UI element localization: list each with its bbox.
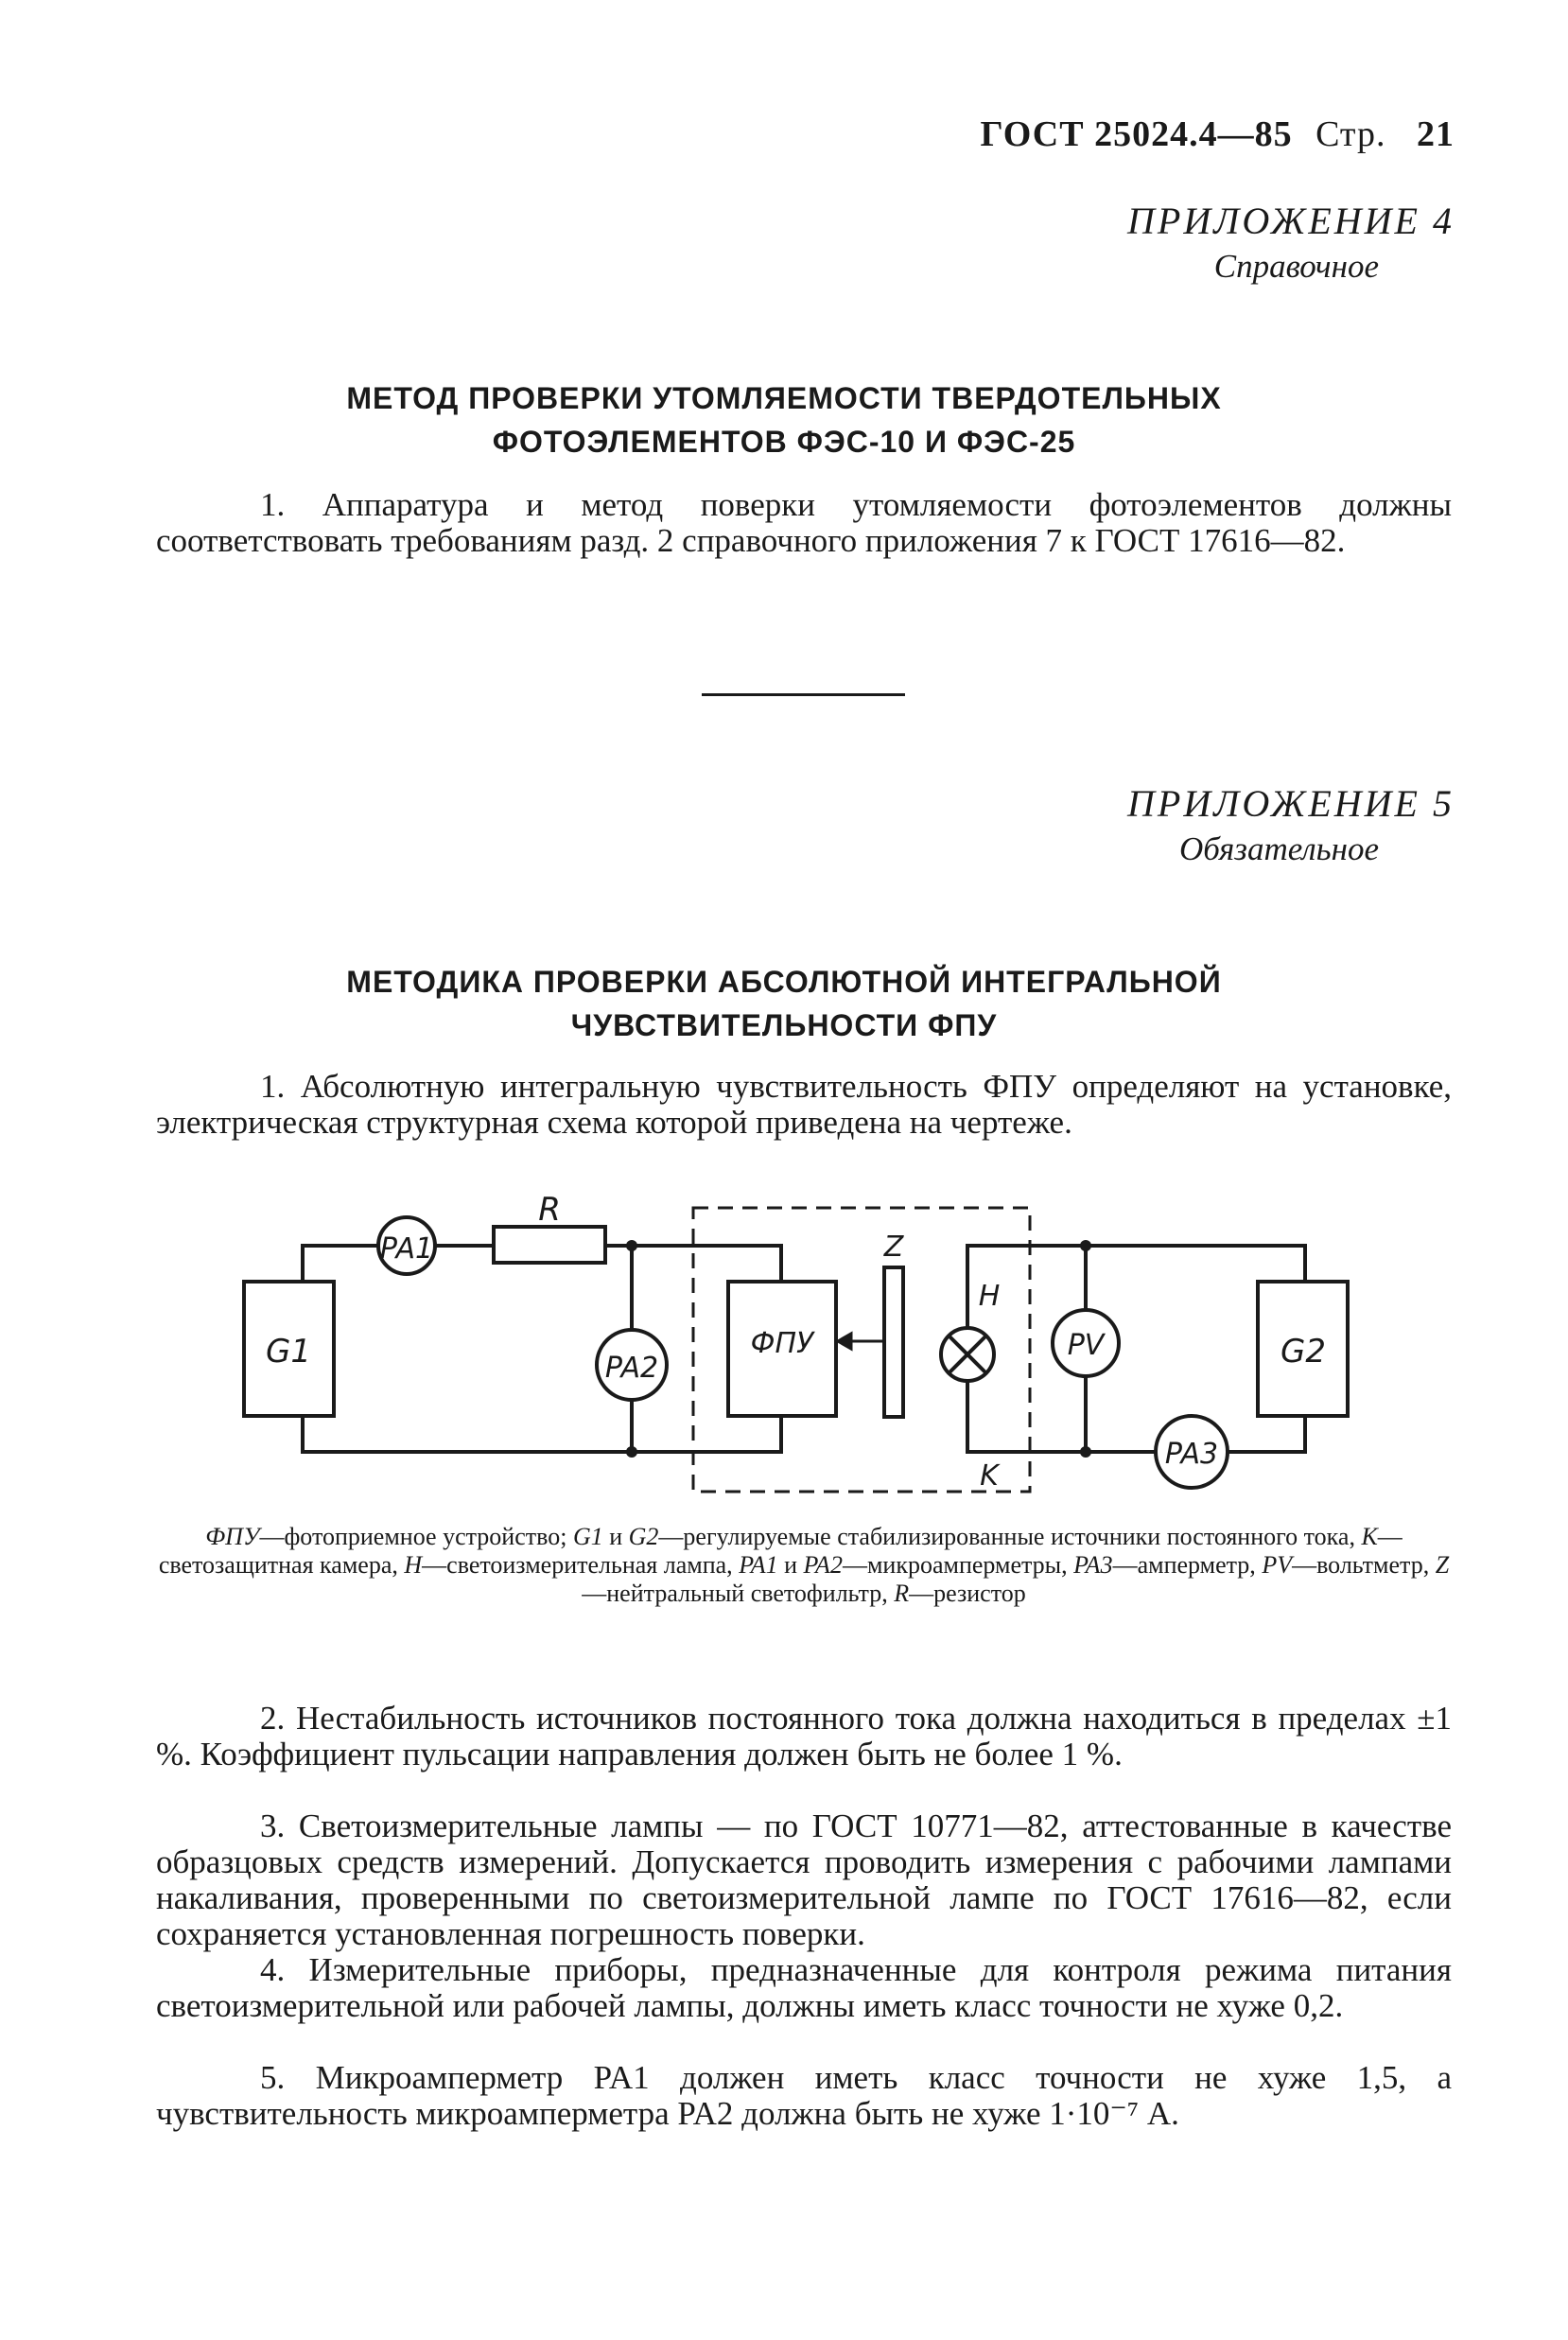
wire-pa3-g2 bbox=[1228, 1416, 1305, 1452]
appendix4-heading-line1: МЕТОД ПРОВЕРКИ УТОМЛЯЕМОСТИ ТВЕРДОТЕЛЬНЫХ bbox=[346, 381, 1222, 415]
k-chamber bbox=[693, 1208, 1030, 1492]
appendix4-title: ПРИЛОЖЕНИЕ 4 bbox=[1127, 200, 1455, 242]
fpu-label: ФПУ bbox=[750, 1327, 814, 1360]
junction-dot bbox=[626, 1240, 637, 1251]
pa2-label: PA2 bbox=[604, 1352, 659, 1385]
appendix5-paragraph-4: 4. Измерительные приборы, предназначенные для контроля режима питания светоизмерительной или рабочей лампы, должны иметь класс точности не хуже 0,2. bbox=[156, 1951, 1452, 2024]
junction-dot bbox=[1080, 1240, 1091, 1251]
appendix5-heading-line1: МЕТОДИКА ПРОВЕРКИ АБСОЛЮТНОЙ ИНТЕГРАЛЬНОЙ bbox=[346, 965, 1222, 999]
page-label: Стр. bbox=[1315, 114, 1386, 154]
appendix5-title: ПРИЛОЖЕНИЕ 5 bbox=[1127, 782, 1455, 825]
r-resistor bbox=[494, 1227, 605, 1263]
legend-term: G2 bbox=[628, 1523, 659, 1550]
diagram-legend bbox=[156, 1523, 1452, 1608]
legend-term: PA1 bbox=[739, 1551, 778, 1579]
appendix5-paragraph-5: 5. Микроамперметр PA1 должен иметь класс точности не хуже 1,5, а чувствительность микроамперметра PA2 должна быть не хуже 1·10⁻⁷ А. bbox=[156, 2059, 1452, 2132]
legend-term: К bbox=[1361, 1523, 1378, 1550]
pa3-label: PA3 bbox=[1164, 1438, 1219, 1471]
legend-text: —микроамперметры, bbox=[842, 1551, 1074, 1579]
legend-text: —светоизмерительная лампа, bbox=[422, 1551, 740, 1579]
appendix4-heading-line2: ФОТОЭЛЕМЕНТОВ ФЭС-10 И ФЭС-25 bbox=[492, 425, 1076, 459]
appendix5-paragraph-1: 1. Абсолютную интегральную чувствительность ФПУ определяют на установке, электрическая структурная схема которой приведена на чертеже. bbox=[156, 1068, 1452, 1141]
legend-text: —резистор bbox=[909, 1580, 1026, 1607]
legend-term: ФПУ bbox=[205, 1523, 260, 1550]
legend-term: PV bbox=[1262, 1551, 1293, 1579]
legend-term: R bbox=[894, 1580, 910, 1607]
legend-text: —регулируемые стабилизированные источники постоянного тока, bbox=[658, 1523, 1362, 1550]
legend-term: Z bbox=[1435, 1551, 1450, 1579]
k-label: K bbox=[980, 1459, 999, 1493]
legend-term: PA2 bbox=[803, 1551, 843, 1579]
r-label: R bbox=[538, 1191, 561, 1229]
legend-text: —нейтральный светофильтр, bbox=[582, 1580, 895, 1607]
wire-g1-pa1 bbox=[303, 1246, 379, 1282]
wire-bottom-left bbox=[303, 1416, 781, 1452]
h-label: H bbox=[978, 1280, 1001, 1313]
z-filter bbox=[884, 1267, 903, 1417]
appendix5-paragraph-3: 3. Светоизмерительные лампы — по ГОСТ 10771—82, аттестованные в качестве образцовых средств измерений. Допускается проводить измерения с рабочими лампами накаливания, проверенными по светоизмерительной лампе по ГОСТ 17616—82, если сохраняется установленная погрешность поверки. bbox=[156, 1807, 1452, 1952]
g1-label: G1 bbox=[266, 1333, 311, 1371]
legend-text: и bbox=[602, 1523, 629, 1550]
appendix5-status: Обязательное bbox=[1179, 830, 1379, 867]
appendix5-paragraph-2: 2. Нестабильность источников постоянного тока должна находиться в пределах ±1 %. Коэффициент пульсации направления должен быть не более 1 %. bbox=[156, 1700, 1452, 1772]
legend-text: —светозащитная камера, bbox=[158, 1523, 1402, 1579]
light-arrow-head bbox=[838, 1334, 851, 1349]
junction-dot bbox=[1080, 1446, 1091, 1458]
pa1-label: PA1 bbox=[379, 1232, 434, 1266]
appendix5-heading-line2: ЧУВСТВИТЕЛЬНОСТИ ФПУ bbox=[570, 1008, 998, 1042]
legend-term: Н bbox=[404, 1551, 423, 1579]
legend-term: G1 bbox=[572, 1523, 603, 1550]
legend-text: и bbox=[777, 1551, 804, 1579]
legend-text: —амперметр, bbox=[1112, 1551, 1263, 1579]
z-label: Z bbox=[883, 1231, 904, 1264]
wire-top-right bbox=[967, 1246, 1305, 1328]
appendix4-paragraph-1: 1. Аппаратура и метод поверки утомляемости фотоэлементов должны соответствовать требованиям разд. 2 справочного приложения 7 к ГОСТ 17616—82. bbox=[156, 486, 1452, 559]
page-number: 21 bbox=[1417, 114, 1455, 154]
appendix4-status: Справочное bbox=[1213, 248, 1379, 285]
legend-text: —вольтметр, bbox=[1292, 1551, 1436, 1579]
pv-label: PV bbox=[1067, 1329, 1105, 1362]
wire-bottom-right bbox=[967, 1381, 1156, 1452]
legend-text: —фотоприемное устройство; bbox=[259, 1523, 573, 1550]
standard-number: ГОСТ 25024.4—85 bbox=[980, 114, 1293, 154]
junction-dot bbox=[626, 1446, 637, 1458]
legend-term: PA3 bbox=[1073, 1551, 1113, 1579]
g2-label: G2 bbox=[1281, 1333, 1326, 1371]
